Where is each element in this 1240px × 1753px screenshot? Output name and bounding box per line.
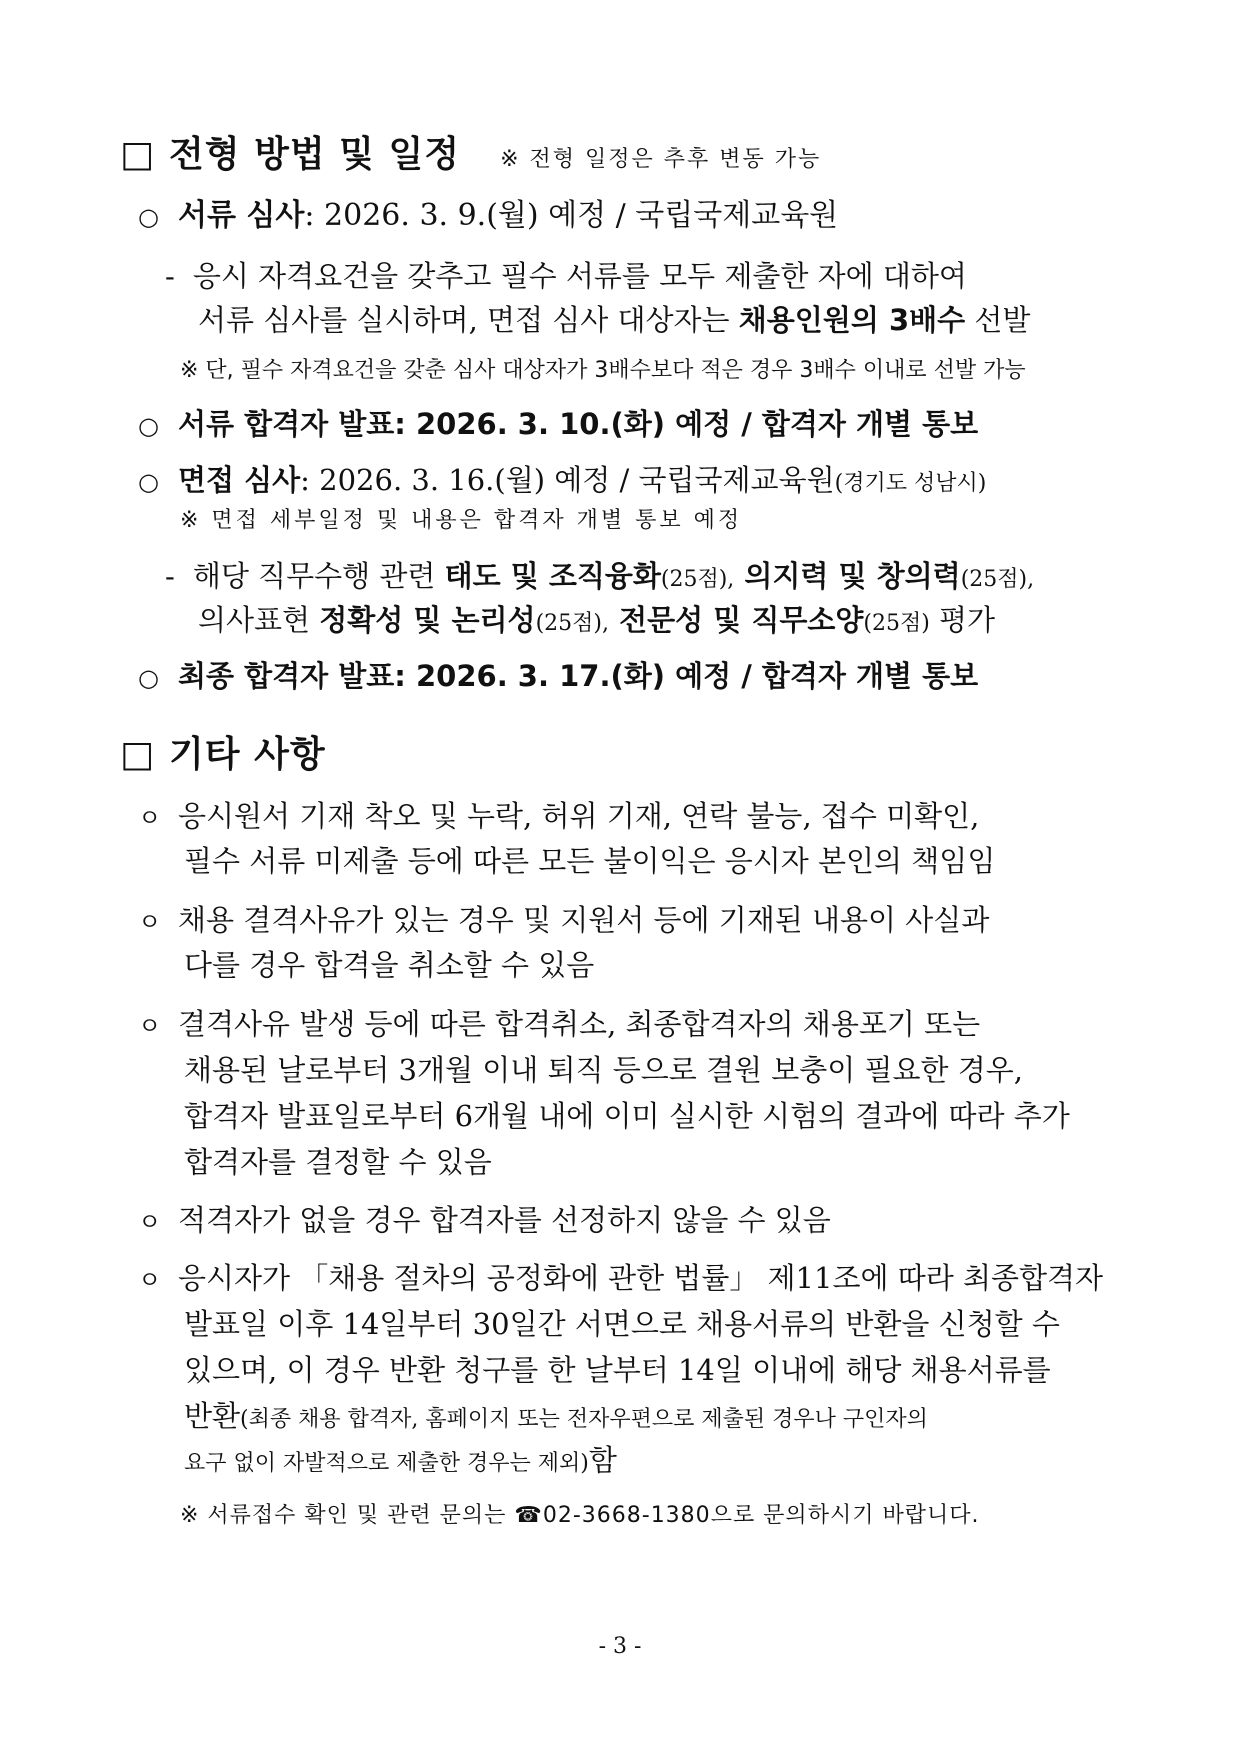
section-title-text: 기타 사항 [169,734,326,775]
doc-pass-text: 서류 합격자 발표: 2026. 3. 10.(화) 예정 / 합격자 개별 통보 [178,407,979,441]
doc-review-detail-bold: 채용인원의 3배수 [738,303,966,337]
etc-item-5-line4 [184,1396,928,1440]
etc-item-text: 응시원서 기재 착오 및 누락, 허위 기재, 연락 불능, 접수 미확인, [178,799,980,833]
bullet-icon: ㅇ [138,908,162,936]
interview-l2-score2: (25점) [863,611,930,636]
interview-place-paren: (경기도 성남시) [834,471,987,496]
interview-detail-line1 [165,556,1034,600]
doc-pass-line [138,404,978,446]
interview-slash: / [610,463,639,497]
interview-place: 국립국제교육원 [638,463,835,497]
etc-item-5-small2: 요구 없이 자발적으로 제출한 경우는 제외) [184,1451,589,1476]
interview-l2-pre: 의사표현 [198,603,320,637]
doc-review-detail-text1: 응시 자격요건을 갖추고 필수 서류를 모두 제출한 자에 대하여 [192,259,967,293]
etc-item-5-pre: 반환 [184,1399,241,1433]
doc-review-line [138,196,838,237]
etc-item-5-line5 [184,1440,617,1484]
doc-review-detail-post: 선발 [965,303,1031,337]
bullet-icon: ㅇ [138,1012,162,1040]
etc-item-3-line2: 채용된 날로부터 3개월 이내 퇴직 등으로 결원 보충이 필요한 경우, [184,1053,1023,1087]
interview-l1-bold1: 태도 및 조직융화 [444,559,661,593]
interview-note: ※ 면접 세부일정 및 내용은 합격자 개별 통보 예정 [180,508,743,533]
etc-item-5-line1 [138,1258,1103,1300]
bullet-icon: ○ [138,412,159,440]
etc-item-text: 결격사유 발생 등에 따른 합격취소, 최종합격자의 채용포기 또는 [178,1007,981,1041]
etc-item-4-line1 [138,1200,831,1242]
dash: - [165,559,175,593]
page-number: - 3 - [598,1634,642,1659]
etc-item-3-line4: 합격자를 결정할 수 있음 [184,1145,492,1179]
interview-l1-score2: (25점), [960,567,1035,592]
interview-l1-bold2: 의지력 및 창의력 [734,559,961,593]
interview-detail-line2 [198,600,995,644]
doc-review-label: 서류 심사 [178,198,305,233]
bullet-icon: ㅇ [138,1208,162,1236]
section-title-selection [120,126,821,177]
bullet-icon: ㅇ [138,1266,162,1294]
bullet-icon: ○ [138,664,159,692]
etc-item-text: 적격자가 없을 경우 합격자를 선정하지 않을 수 있음 [178,1203,831,1237]
doc-review-place: 국립국제교육원 [635,198,839,233]
doc-review-detail-text2: 서류 심사를 실시하며, 면접 심사 대상자는 [198,303,739,337]
contact-note-pre: ※ 서류접수 확인 및 관련 문의는 [180,1503,515,1528]
doc-review-note: ※ 단, 필수 자격요건을 갖춘 심사 대상자가 3배수보다 적은 경우 3배수 이내로 선발 가능 [180,358,1026,383]
dash: - [165,259,175,293]
bullet-icon: ○ [138,468,159,496]
contact-note [180,1500,979,1532]
final-pass-line [138,656,978,698]
doc-review-detail-line2 [198,300,1030,340]
etc-item-1-line2: 필수 서류 미제출 등에 따른 모든 불이익은 응시자 본인의 책임임 [184,844,996,878]
interview-l2-post: 평가 [929,603,996,637]
interview-l2-bold2: 전문성 및 직무소양 [608,603,864,637]
etc-item-3-line1 [138,1004,980,1046]
doc-review-date: : 2026. 3. 9.(월) 예정 [304,198,607,233]
etc-item-2-line2: 다를 경우 합격을 취소할 수 있음 [184,948,595,982]
etc-item-5-small: (최종 채용 합격자, 홈페이지 또는 전자우편으로 제출된 경우나 구인자의 [240,1407,928,1432]
section-note: ※ 전형 일정은 추후 변동 가능 [500,147,822,172]
bullet-icon: ○ [138,203,159,231]
etc-item-text: 응시자가 「채용 절차의 공정화에 관한 법률」 제11조에 따라 최종합격자 [178,1261,1104,1295]
contact-note-post: 으로 문의하시기 바랍니다. [710,1503,980,1528]
interview-l2-score1: (25점), [535,611,609,636]
interview-l1-pre: 해당 직무수행 관련 [192,559,445,593]
etc-item-3-line3: 합격자 발표일로부터 6개월 내에 이미 실시한 시험의 결과에 따라 추가 [184,1099,1070,1133]
doc-review-slash: / [606,198,636,233]
bullet-icon: ㅇ [138,804,162,832]
checkbox-square-icon: □ [120,134,156,175]
etc-item-5-line3: 있으며, 이 경우 반환 청구를 한 날부터 14일 이내에 해당 채용서류를 [184,1353,1051,1387]
contact-phone: 02-3668-1380 [542,1503,711,1528]
section-title-etc [120,726,326,777]
etc-item-text: 채용 결격사유가 있는 경우 및 지원서 등에 기재된 내용이 사실과 [178,903,990,937]
etc-item-1-line1 [138,796,979,838]
interview-label: 면접 심사 [178,463,301,497]
interview-l2-bold1: 정확성 및 논리성 [319,603,536,637]
etc-item-5-line2: 발표일 이후 14일부터 30일간 서면으로 채용서류의 반환을 신청할 수 [184,1307,1060,1341]
doc-review-detail-line1 [165,256,1115,296]
etc-item-2-line1 [138,900,989,942]
etc-item-5-post: 함 [588,1443,617,1477]
interview-line [138,460,986,504]
phone-icon: ☎ [514,1503,543,1528]
checkbox-square-icon: □ [120,734,156,775]
final-pass-text: 최종 합격자 발표: 2026. 3. 17.(화) 예정 / 합격자 개별 통보 [178,659,979,693]
interview-l1-score1: (25점), [660,567,735,592]
interview-date: : 2026. 3. 16.(월) 예정 [300,463,611,497]
section-title-text: 전형 방법 및 일정 [169,134,461,175]
